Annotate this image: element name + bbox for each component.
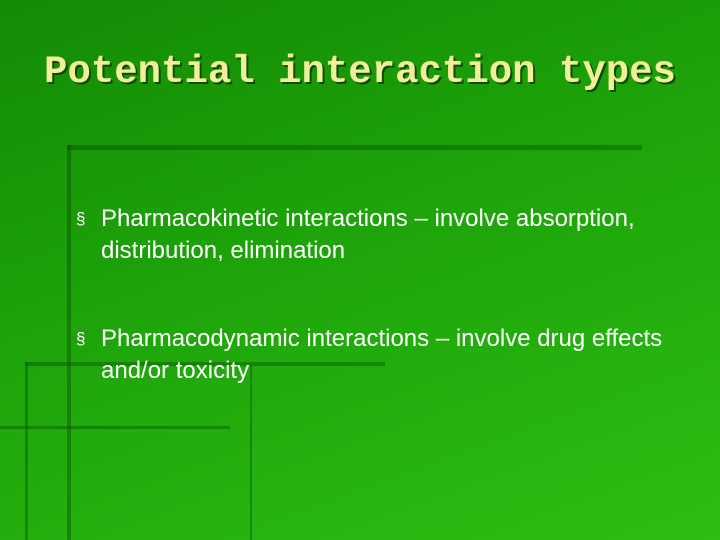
bullet-item <box>76 203 696 267</box>
bullet-text: Pharmacokinetic interactions – involve absorption, distribution, elimination <box>101 205 635 264</box>
bullet-marker-icon: § <box>76 329 86 348</box>
decorative-line <box>67 145 71 540</box>
slide-title: Potential interaction types <box>44 50 676 94</box>
decorative-line <box>67 145 642 150</box>
decorative-line <box>25 362 28 540</box>
bullet-item <box>76 323 696 387</box>
bullet-list <box>76 203 696 443</box>
bullet-text: Pharmacodynamic interactions – involve drug effects and/or toxicity <box>101 325 663 384</box>
bullet-marker-icon: § <box>76 209 86 228</box>
